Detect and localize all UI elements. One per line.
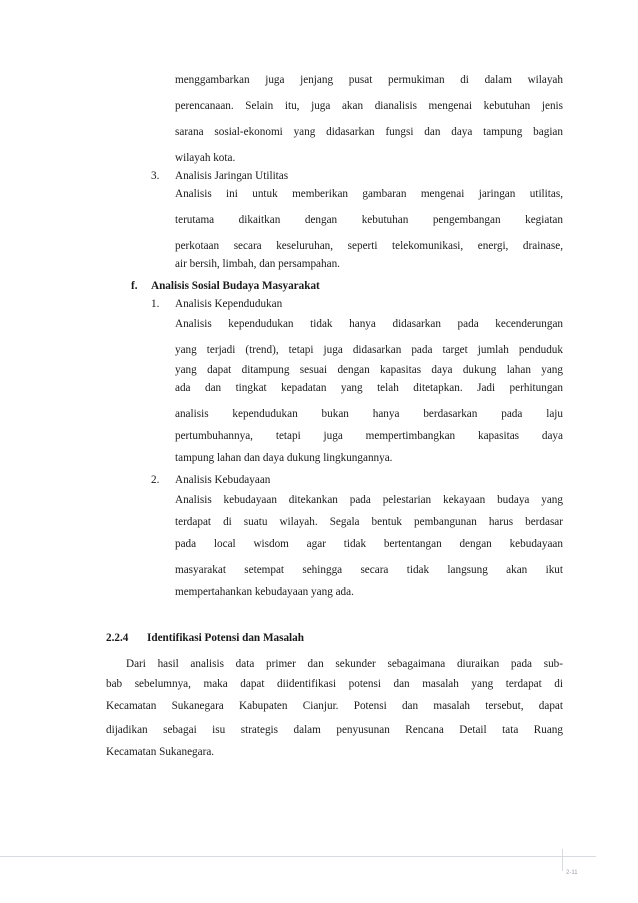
section-number: 2.2.4 <box>106 632 129 644</box>
paragraph-line: pada local wisdom agar tidak bertentangan dengan kebudayaan <box>175 538 563 550</box>
paragraph-line: wilayah kota. <box>175 152 236 164</box>
paragraph-line: tampung lahan dan daya dukung lingkungannya. <box>175 452 393 464</box>
paragraph-line: pertumbuhannya, tetapi juga mempertimbangkan kapasitas daya <box>175 430 563 442</box>
paragraph-line: perencanaan. Selain itu, juga akan dianalisis mengenai kebutuhan jenis <box>175 100 563 112</box>
list-item-title: Analisis Kebudayaan <box>175 474 271 486</box>
section-heading: Analisis Sosial Budaya Masyarakat <box>151 280 320 292</box>
paragraph-line: terutama dikaitkan dengan kebutuhan pengembangan kegiatan <box>175 214 563 226</box>
paragraph-line: terdapat di suatu wilayah. Segala bentuk pembangunan harus berdasar <box>175 516 563 528</box>
paragraph-line: bab sebelumnya, maka dapat diidentifikasi potensi dan masalah yang terdapat di <box>106 678 563 690</box>
footer-divider <box>0 856 596 857</box>
section-letter: f. <box>131 280 138 292</box>
list-item-title: Analisis Jaringan Utilitas <box>175 170 289 182</box>
paragraph-line: Dari hasil analisis data primer dan sekunder sebagaimana diuraikan pada sub- <box>126 658 563 670</box>
paragraph-line: menggambarkan juga jenjang pusat permukiman di dalam wilayah <box>175 74 563 86</box>
paragraph-line: Analisis ini untuk memberikan gambaran mengenai jaringan utilitas, <box>175 188 563 200</box>
page-number: 2-11 <box>566 870 578 876</box>
paragraph-line: ada dan tingkat kepadatan yang telah ditetapkan. Jadi perhitungan <box>175 382 563 394</box>
paragraph-line: Analisis kebudayaan ditekankan pada pelestarian kekayaan budaya yang <box>175 494 563 506</box>
list-number: 2. <box>151 474 160 486</box>
list-number: 1. <box>151 298 160 310</box>
paragraph-line: perkotaan secara keseluruhan, seperti telekomunikasi, energi, drainase, <box>175 240 563 252</box>
paragraph-line: yang dapat ditampung sesuai dengan kapasitas daya dukung lahan yang <box>175 364 563 376</box>
paragraph-line: mempertahankan kebudayaan yang ada. <box>175 586 354 598</box>
paragraph-line: Kecamatan Sukanegara Kabupaten Cianjur. Potensi dan masalah tersebut, dapat <box>106 700 563 712</box>
paragraph-line: sarana sosial-ekonomi yang didasarkan fungsi dan daya tampung bagian <box>175 126 563 138</box>
paragraph-line: analisis kependudukan bukan hanya berdasarkan pada laju <box>175 408 563 420</box>
section-heading: Identifikasi Potensi dan Masalah <box>147 632 304 644</box>
paragraph-line: masyarakat setempat sehingga secara tidak langsung akan ikut <box>175 564 563 576</box>
list-item-title: Analisis Kependudukan <box>175 298 283 310</box>
footer-page-box <box>562 849 593 871</box>
paragraph-line: air bersih, limbah, dan persampahan. <box>175 258 340 270</box>
paragraph-line: yang terjadi (trend), tetapi juga didasarkan pada target jumlah penduduk <box>175 344 563 356</box>
paragraph-line: Kecamatan Sukanegara. <box>106 746 215 758</box>
paragraph-line: dijadikan sebagai isu strategis dalam penyusunan Rencana Detail tata Ruang <box>106 724 563 736</box>
list-number: 3. <box>151 170 160 182</box>
paragraph-line: Analisis kependudukan tidak hanya didasarkan pada kecenderungan <box>175 318 563 330</box>
